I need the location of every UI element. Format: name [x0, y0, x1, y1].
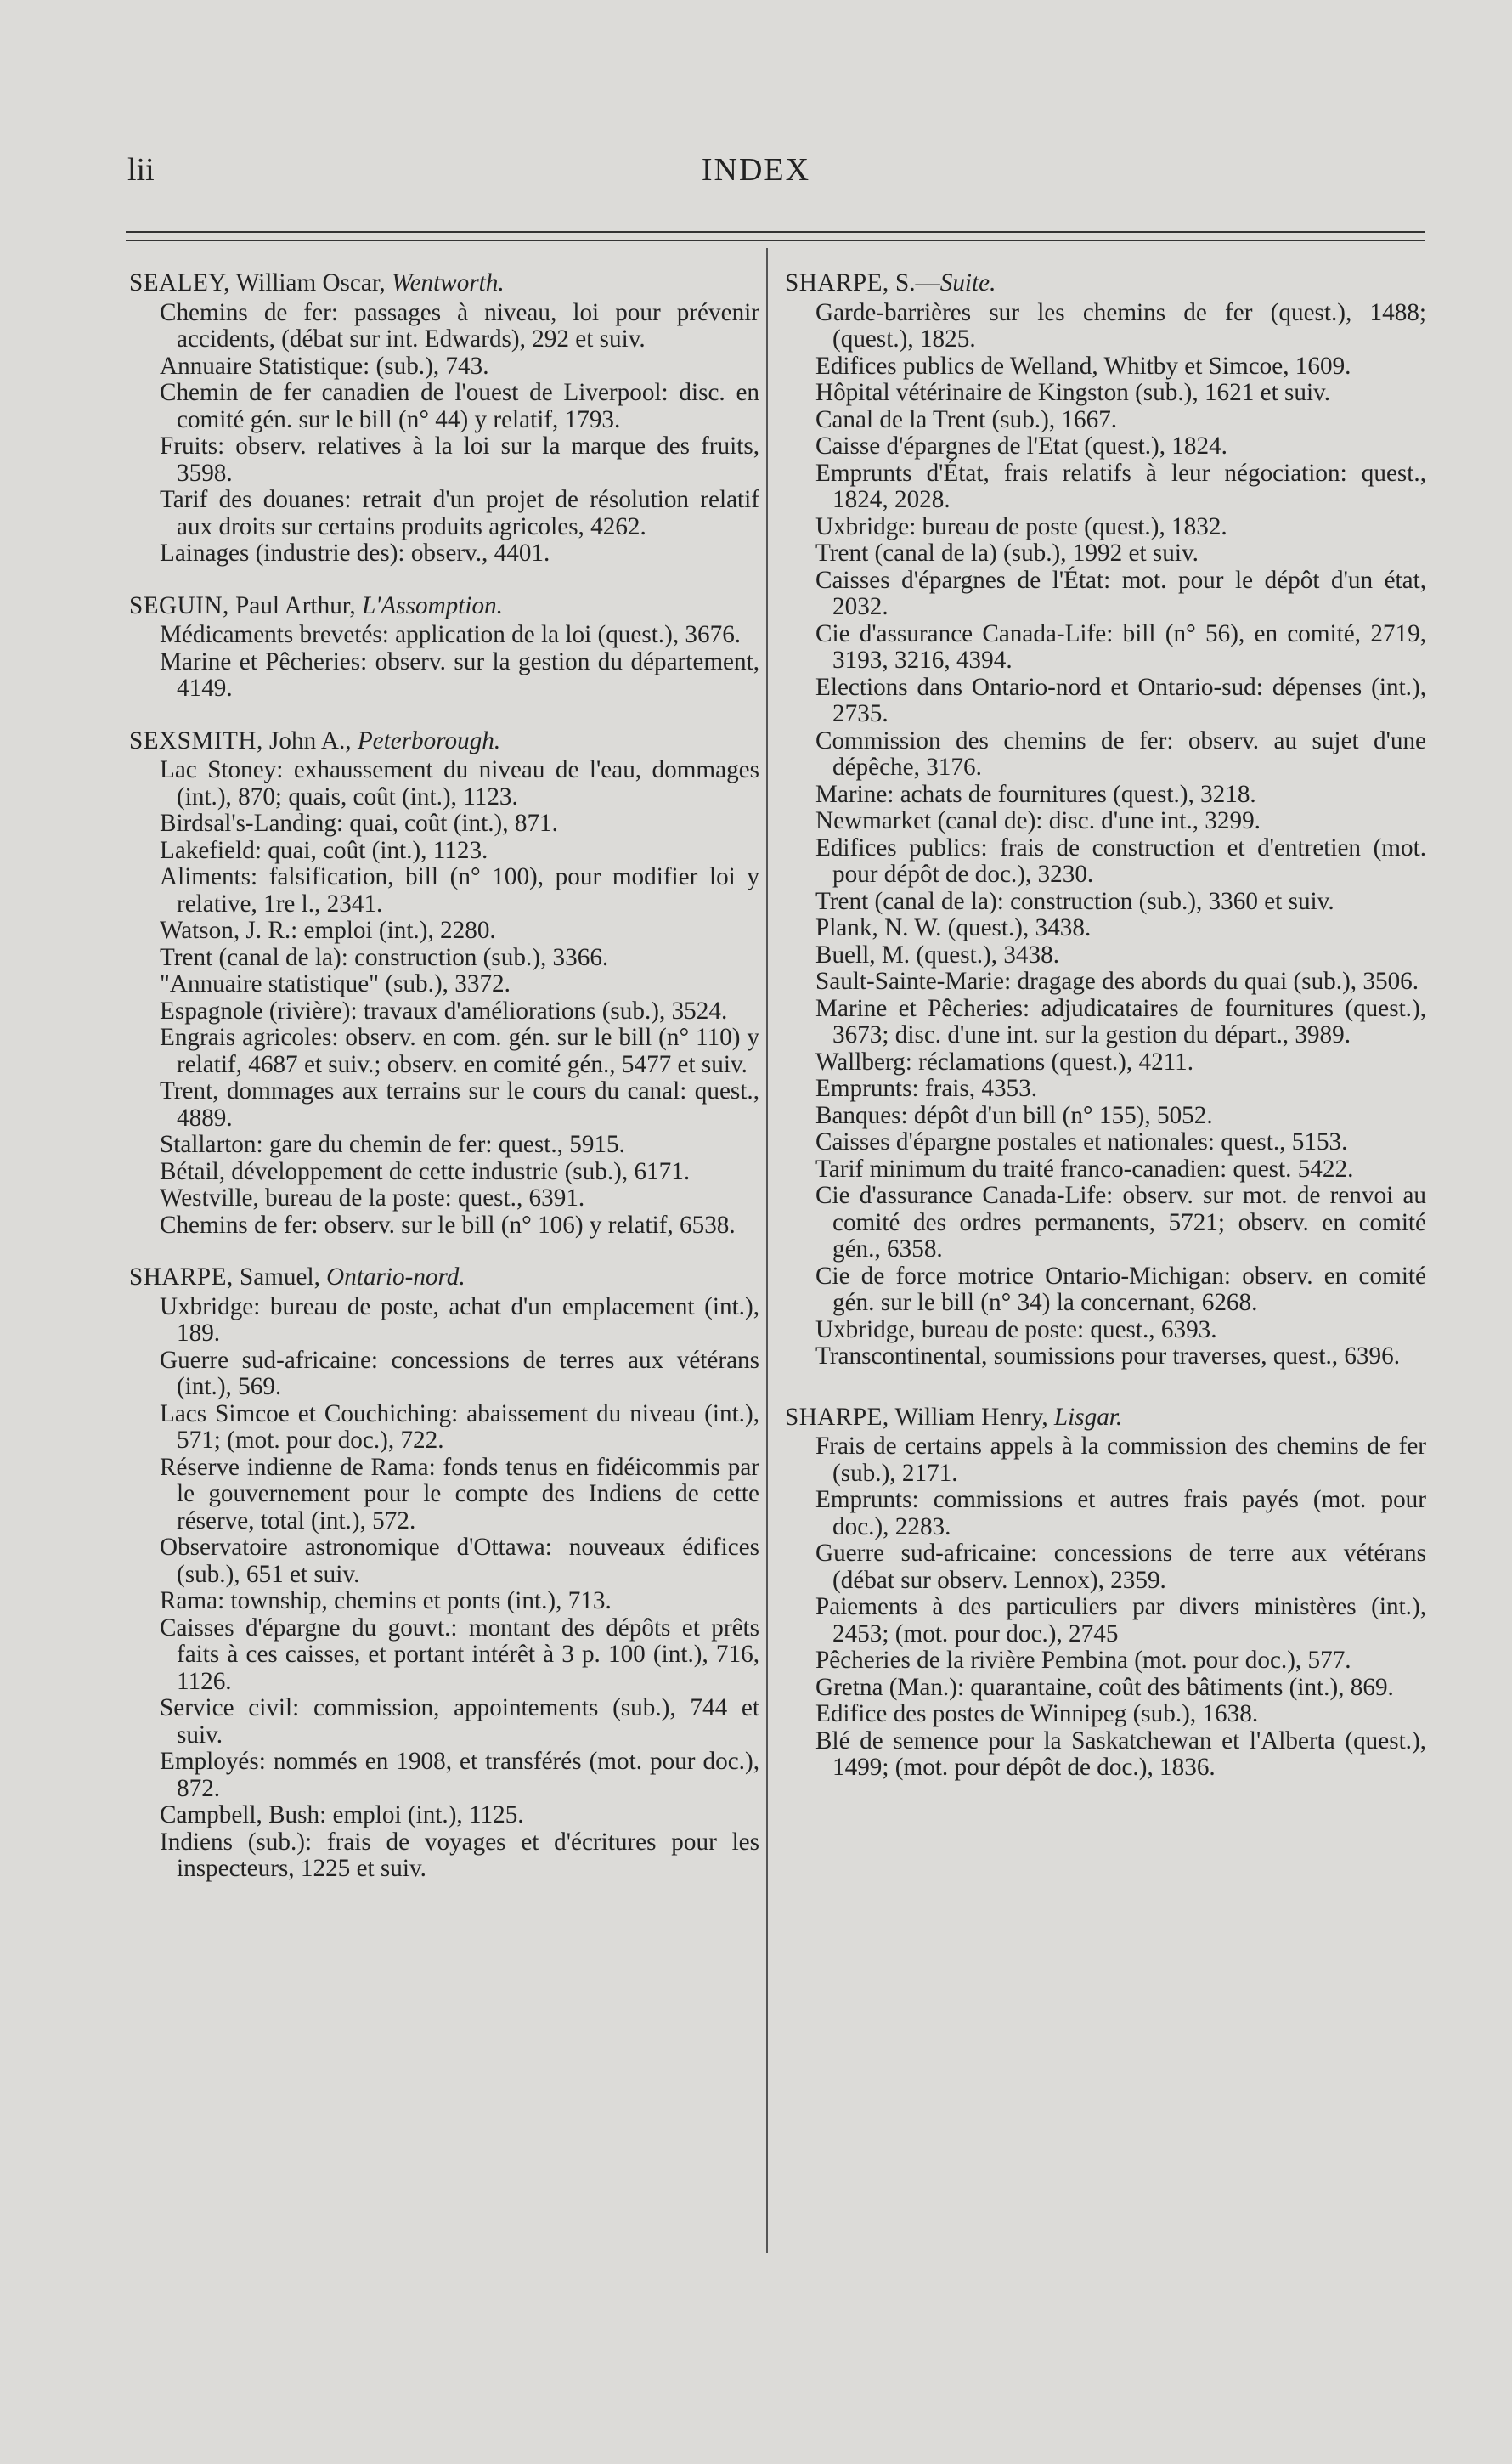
- subject-entry: Wallberg: réclamations (quest.), 4211.: [815, 1048, 1194, 1076]
- right-column: [785, 270, 1426, 1807]
- entry-heading: [129, 593, 759, 620]
- subject-entry: Espagnole (rivière): travaux d'améliorations (sub.), 3524.: [160, 997, 728, 1025]
- subject-entry: Campbell, Bush: emploi (int.), 1125.: [160, 1801, 524, 1828]
- subject-entry: Chemin de fer canadien de l'ouest de Liverpool: disc. en comité gén. sur le bill (n° 44) y relatif, 1793.: [160, 379, 759, 433]
- subject-entry: Transcontinental, soumissions pour traverses, quest., 6396.: [815, 1342, 1401, 1370]
- member-given-names: William Oscar,: [235, 269, 386, 297]
- member-surname: SHARPE,: [785, 1403, 889, 1431]
- subject-entry: Annuaire Statistique: (sub.), 743.: [160, 352, 489, 380]
- member-given-names: William Henry,: [894, 1403, 1048, 1431]
- subject-entry: Caisse d'épargnes de l'Etat (quest.), 1824.: [815, 432, 1227, 460]
- entry-heading: [129, 1264, 759, 1291]
- entry-heading: [785, 1404, 1426, 1432]
- subject-entry: Fruits: observ. relatives à la loi sur la marque des fruits, 3598.: [160, 432, 759, 487]
- subject-entry: Lacs Simcoe et Couchiching: abaissement du niveau (int.), 571; (mot. pour doc.), 722.: [160, 1399, 759, 1454]
- subject-entry: Sault-Sainte-Marie: dragage des abords du quai (sub.), 3506.: [815, 968, 1419, 995]
- subject-entry: Indiens (sub.): frais de voyages et d'écritures pour les inspecteurs, 1225 et suiv.: [160, 1828, 759, 1882]
- subject-entry: Gretna (Man.): quarantaine, coût des bâtiments (int.), 869.: [815, 1673, 1394, 1701]
- subject-entry: Chemins de fer: passages à niveau, loi pour prévenir accidents, (débat sur int. Edwards), 292 et suiv.: [160, 298, 759, 353]
- header-rule-bottom: [126, 240, 1425, 241]
- subject-entry: Bétail, développement de cette industrie (sub.), 6171.: [160, 1157, 691, 1185]
- subject-entry: Lac Stoney: exhaussement du niveau de l'eau, dommages (int.), 870; quais, coût (int.), 1123.: [160, 756, 759, 811]
- member-surname: SEGUIN,: [129, 591, 229, 619]
- subject-entry: Hôpital vétérinaire de Kingston (sub.), 1621 et suiv.: [815, 379, 1331, 406]
- entry-heading: [129, 270, 759, 297]
- member-surname: SEXSMITH,: [129, 726, 263, 754]
- page-title: INDEX: [701, 152, 811, 188]
- subject-entry: Employés: nommés en 1908, et transférés (mot. pour doc.), 872.: [160, 1748, 759, 1802]
- subject-entry: Edifices publics de Welland, Whitby et Simcoe, 1609.: [815, 352, 1351, 380]
- subject-entry: Lakefield: quai, coût (int.), 1123.: [160, 836, 488, 864]
- subject-entry: Banques: dépôt d'un bill (n° 155), 5052.: [815, 1101, 1213, 1129]
- subject-entry: Uxbridge, bureau de poste: quest., 6393.: [815, 1315, 1217, 1343]
- index-entry: [785, 270, 1426, 1370]
- left-column: [129, 270, 759, 1908]
- subject-entry: "Annuaire statistique" (sub.), 3372.: [160, 970, 511, 997]
- subject-entry: Observatoire astronomique d'Ottawa: nouveaux édifices (sub.), 651 et suiv.: [160, 1534, 759, 1588]
- entry-heading: [129, 728, 759, 755]
- subject-entry: Trent (canal de la): construction (sub.), 3360 et suiv.: [815, 887, 1334, 915]
- subject-entry: Cie de force motrice Ontario-Michigan: observ. en comité gén. sur le bill (n° 34) la concernant, 6268.: [815, 1262, 1426, 1316]
- member-surname: SHARPE,: [785, 269, 889, 297]
- subject-entry: Tarif des douanes: retrait d'un projet de résolution relatif aux droits sur certains produits agricoles, 4262.: [160, 486, 759, 540]
- index-entry: [129, 1264, 759, 1883]
- subject-entry: Emprunts: commissions et autres frais payés (mot. pour doc.), 2283.: [815, 1486, 1426, 1540]
- subject-entry: Guerre sud-africaine: concessions de terre aux vétérans (débat sur observ. Lennox), 2359.: [815, 1540, 1426, 1594]
- column-divider: [766, 248, 768, 2253]
- subject-entry: Commission des chemins de fer: observ. au sujet d'une dépêche, 3176.: [815, 726, 1426, 781]
- subject-entry: Marine et Pêcheries: adjudicataires de fournitures (quest.), 3673; disc. d'une int. sur la gestion du départ., 3989.: [815, 994, 1426, 1048]
- subject-entry: Réserve indienne de Rama: fonds tenus en fidéicommis par le gouvernement pour le compte des Indiens de cette réserve, total (int.), 572.: [160, 1453, 759, 1534]
- subject-entry: Frais de certains appels à la commission des chemins de fer (sub.), 2171.: [815, 1433, 1426, 1487]
- index-entry: [785, 1404, 1426, 1782]
- subject-entry: Médicaments brevetés: application de la loi (quest.), 3676.: [160, 621, 742, 648]
- subject-entry: Elections dans Ontario-nord et Ontario-sud: dépenses (int.), 2735.: [815, 673, 1426, 727]
- subject-entry: Marine et Pêcheries: observ. sur la gestion du département, 4149.: [160, 647, 759, 702]
- subject-entry: Paiements à des particuliers par divers ministères (int.), 2453; (mot. pour doc.), 2745: [815, 1593, 1426, 1647]
- subject-entry: Plank, N. W. (quest.), 3438.: [815, 914, 1092, 941]
- subject-entry: Edifices publics: frais de construction et d'entretien (mot. pour dépôt de doc.), 3230.: [815, 834, 1426, 888]
- subject-entry: Caisses d'épargne postales et nationales: quest., 5153.: [815, 1128, 1348, 1156]
- entry-heading: [785, 270, 1426, 297]
- subject-entry: Uxbridge: bureau de poste, achat d'un emplacement (int.), 189.: [160, 1292, 759, 1347]
- subject-entry: Guerre sud-africaine: concessions de terres aux vétérans (int.), 569.: [160, 1346, 759, 1400]
- subject-entry: Uxbridge: bureau de poste (quest.), 1832.: [815, 512, 1227, 540]
- member-given-names: John A.,: [269, 726, 352, 754]
- subject-entry: Blé de semence pour la Saskatchewan et l'Alberta (quest.), 1499; (mot. pour dépôt de doc.), 1836.: [815, 1726, 1426, 1781]
- subject-entry: Tarif minimum du traité franco-canadien: quest. 5422.: [815, 1155, 1354, 1183]
- member-given-names: Paul Arthur,: [235, 591, 356, 619]
- subject-entry: Marine: achats de fournitures (quest.), 3218.: [815, 780, 1256, 808]
- riding-name: Ontario-nord.: [326, 1263, 465, 1291]
- subject-entry: Service civil: commission, appointements (sub.), 744 et suiv.: [160, 1694, 759, 1749]
- subject-entry: Aliments: falsification, bill (n° 100), pour modifier loi y relative, 1re l., 2341.: [160, 863, 759, 918]
- member-given-names: Samuel,: [240, 1263, 320, 1291]
- subject-entry: Trent (canal de la) (sub.), 1992 et suiv.: [815, 540, 1199, 567]
- subject-entry: Newmarket (canal de): disc. d'une int., 3299.: [815, 807, 1261, 834]
- subject-entry: Chemins de fer: observ. sur le bill (n° 106) y relatif, 6538.: [160, 1211, 736, 1239]
- member-surname: SHARPE,: [129, 1263, 234, 1291]
- subject-entry: Pêcheries de la rivière Pembina (mot. pour doc.), 577.: [815, 1647, 1351, 1674]
- riding-name: L'Assomption.: [361, 591, 503, 619]
- subject-entry: Engrais agricoles: observ. en com. gén. sur le bill (n° 110) y relatif, 4687 et suiv.; observ. en comité gén., 5477 et suiv.: [160, 1024, 759, 1078]
- subject-entry: Buell, M. (quest.), 3438.: [815, 941, 1059, 969]
- subject-entry: Westville, bureau de la poste: quest., 6391.: [160, 1184, 585, 1212]
- subject-entry: Garde-barrières sur les chemins de fer (quest.), 1488; (quest.), 1825.: [815, 298, 1426, 353]
- index-entry: [129, 728, 759, 1240]
- subject-entry: Cie d'assurance Canada-Life: observ. sur mot. de renvoi au comité des ordres permanents, 5721; observ. en comité gén., 6358.: [815, 1182, 1426, 1263]
- header-rule-top: [126, 231, 1425, 233]
- index-entry: [129, 593, 759, 703]
- subject-entry: Caisses d'épargnes de l'État: mot. pour le dépôt d'un état, 2032.: [815, 566, 1426, 620]
- subject-entry: Edifice des postes de Winnipeg (sub.), 1638.: [815, 1700, 1259, 1727]
- riding-name: Peterborough.: [357, 726, 501, 754]
- riding-name: Wentworth.: [391, 269, 505, 297]
- riding-name: Suite.: [939, 269, 996, 297]
- subject-entry: Emprunts d'État, frais relatifs à leur négociation: quest., 1824, 2028.: [815, 459, 1426, 513]
- subject-entry: Birdsal's-Landing: quai, coût (int.), 871.: [160, 810, 558, 837]
- riding-name: Lisgar.: [1053, 1403, 1123, 1431]
- member-given-names: S.—: [895, 269, 940, 297]
- subject-entry: Watson, J. R.: emploi (int.), 2280.: [160, 917, 496, 944]
- subject-entry: Caisses d'épargne du gouvt.: montant des dépôts et prêts faits à ces caisses, et portant intérêt à 3 p. 100 (int.), 716, 1126.: [160, 1613, 759, 1695]
- subject-entry: Trent, dommages aux terrains sur le cours du canal: quest., 4889.: [160, 1077, 759, 1132]
- subject-entry: Emprunts: frais, 4353.: [815, 1075, 1038, 1102]
- subject-entry: Stallarton: gare du chemin de fer: quest., 5915.: [160, 1131, 625, 1158]
- member-surname: SEALEY,: [129, 269, 230, 297]
- page-number: lii: [127, 152, 155, 188]
- subject-entry: Rama: township, chemins et ponts (int.), 713.: [160, 1587, 612, 1614]
- subject-entry: Cie d'assurance Canada-Life: bill (n° 56), en comité, 2719, 3193, 3216, 4394.: [815, 619, 1426, 674]
- index-entry: [129, 270, 759, 568]
- subject-entry: Canal de la Trent (sub.), 1667.: [815, 405, 1118, 433]
- subject-entry: Trent (canal de la): construction (sub.), 3366.: [160, 943, 609, 971]
- subject-entry: Lainages (industrie des): observ., 4401.: [160, 540, 550, 567]
